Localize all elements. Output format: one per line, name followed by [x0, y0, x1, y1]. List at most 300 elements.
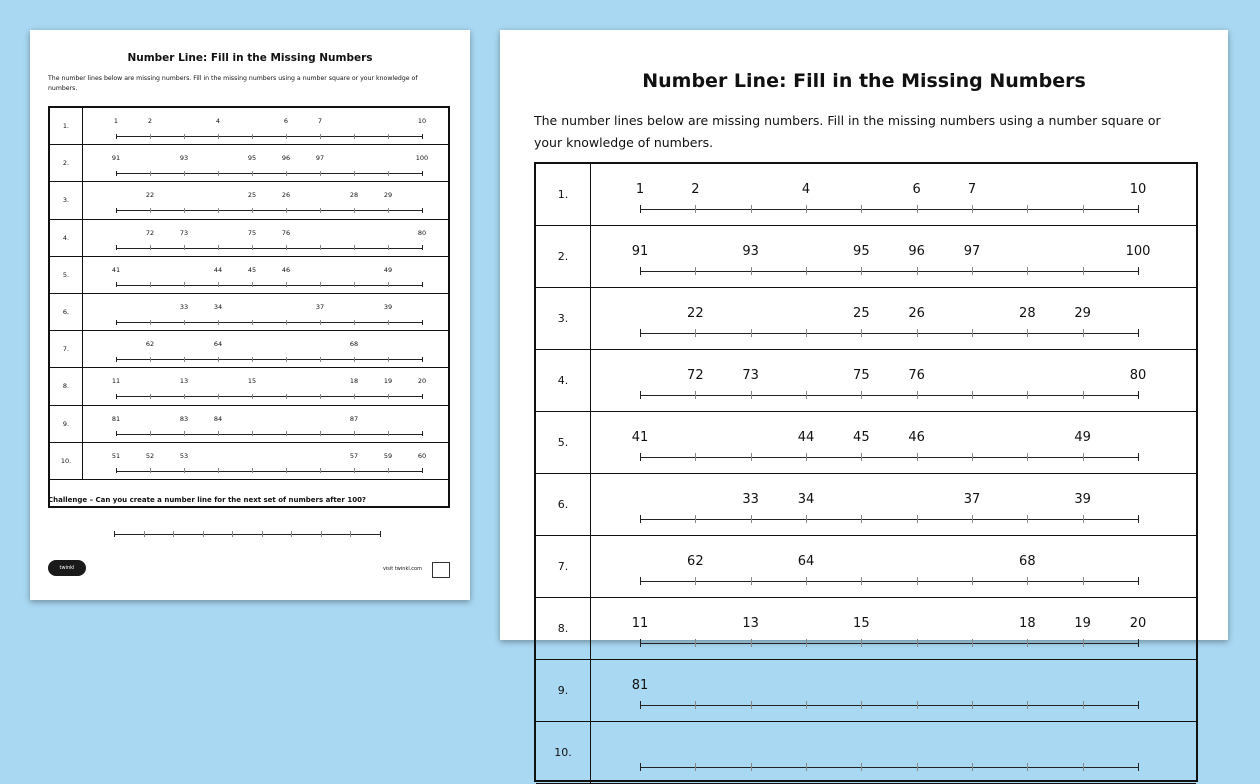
number-line-tick	[388, 171, 389, 176]
number-line-tick	[184, 208, 185, 213]
number-line-value: 76	[908, 368, 925, 383]
number-line	[82, 108, 448, 144]
number-line-value: 51	[111, 451, 121, 460]
number-line-tick	[972, 577, 973, 585]
number-line-axis	[640, 333, 1138, 334]
thumbnail-instructions: The number lines below are missing numbers. Fill in the missing numbers using a number square or your knowledge of numbers.	[48, 75, 418, 92]
page-title: Number Line: Fill in the Missing Numbers	[642, 70, 1086, 92]
number-line-tick	[354, 320, 355, 325]
number-line-tick	[320, 468, 321, 473]
row-label: 5.	[50, 257, 83, 293]
number-line	[82, 294, 448, 330]
number-line-tick	[806, 701, 807, 709]
number-line-tick	[320, 134, 321, 139]
number-line-value: 87	[349, 414, 359, 423]
challenge-tick	[321, 531, 322, 537]
number-line-value: 46	[908, 430, 925, 445]
number-line-table	[534, 162, 1198, 782]
number-line-tick	[320, 282, 321, 287]
number-line-tick	[218, 394, 219, 399]
number-line-tick	[972, 701, 973, 709]
row-label: 6.	[50, 294, 83, 330]
number-line-value: 84	[213, 414, 223, 423]
number-line-value: 34	[213, 303, 223, 311]
number-line-value: 28	[349, 191, 359, 200]
instructions-line-1: The number lines below are missing numbers. Fill in the missing numbers using a number square or	[534, 113, 1161, 128]
number-line-value: 64	[797, 554, 815, 569]
number-line-tick	[640, 391, 641, 399]
number-line	[590, 722, 1196, 783]
number-line-tick	[286, 431, 287, 436]
row-label: 6.	[536, 474, 591, 535]
number-line-value: 13	[742, 616, 759, 631]
number-line-value: 91	[631, 244, 649, 259]
thumbnail-title: Number Line: Fill in the Missing Numbers	[127, 52, 373, 64]
number-line-value: 53	[179, 451, 189, 460]
number-line-tick	[422, 357, 423, 362]
table-row	[50, 108, 448, 145]
number-line-tick	[917, 763, 918, 771]
number-line	[82, 220, 448, 256]
number-line-value: 93	[742, 244, 759, 259]
number-line-tick	[1138, 267, 1139, 275]
number-line-tick	[354, 171, 355, 176]
challenge-tick	[173, 531, 174, 537]
number-line-axis	[640, 519, 1138, 520]
challenge-tick	[291, 531, 292, 537]
number-line-value: 22	[145, 191, 155, 200]
table-row	[536, 412, 1196, 474]
number-line-tick	[286, 171, 287, 176]
number-line-axis	[640, 395, 1138, 396]
number-line-tick	[806, 391, 807, 399]
number-line-value: 75	[853, 368, 870, 383]
number-line-axis	[116, 471, 422, 472]
row-label: 2.	[50, 145, 83, 181]
number-line-tick	[972, 453, 973, 461]
number-line-tick	[116, 282, 117, 287]
number-line-tick	[1138, 515, 1139, 523]
number-line-tick	[150, 394, 151, 399]
number-line-tick	[354, 208, 355, 213]
number-line-value: 68	[1019, 554, 1036, 569]
row-label: 4.	[536, 350, 591, 411]
number-line	[590, 164, 1196, 225]
challenge-tick	[262, 531, 263, 537]
row-label: 7.	[50, 331, 83, 367]
number-line-tick	[861, 329, 862, 337]
number-line-value: 1	[635, 182, 645, 197]
table-row	[536, 288, 1196, 350]
number-line	[590, 226, 1196, 287]
row-label: 5.	[536, 412, 591, 473]
number-line-value: 49	[383, 265, 393, 274]
number-line-tick	[695, 515, 696, 523]
number-line-value: 15	[247, 377, 257, 386]
number-line-tick	[640, 329, 641, 337]
number-line-tick	[252, 208, 253, 213]
number-line	[590, 288, 1196, 349]
footer-text: visit twinkl.com	[382, 566, 422, 572]
number-line-tick	[1138, 391, 1139, 399]
table-row	[536, 226, 1196, 288]
number-line-tick	[1138, 577, 1139, 585]
instructions-text	[534, 110, 1214, 154]
number-line-tick	[388, 245, 389, 250]
number-line-tick	[184, 171, 185, 176]
number-line-value: 60	[417, 451, 427, 460]
number-line-tick	[354, 468, 355, 473]
number-line-value: 29	[383, 191, 393, 200]
number-line-value: 44	[213, 265, 223, 274]
number-line-value: 19	[1074, 616, 1091, 631]
number-line-value: 28	[1019, 306, 1036, 321]
table-row	[50, 443, 448, 480]
row-label: 8.	[536, 598, 591, 659]
number-line-tick	[388, 134, 389, 139]
number-line-tick	[184, 431, 185, 436]
number-line-tick	[320, 357, 321, 362]
number-line-tick	[422, 171, 423, 176]
number-line-tick	[422, 320, 423, 325]
number-line-tick	[320, 394, 321, 399]
number-line-tick	[917, 515, 918, 523]
table-row	[536, 722, 1196, 784]
number-line-tick	[861, 577, 862, 585]
number-line-tick	[388, 208, 389, 213]
number-line-tick	[286, 394, 287, 399]
number-line-tick	[751, 267, 752, 275]
number-line-tick	[1027, 701, 1028, 709]
thumbnail-number-line-table	[48, 106, 450, 508]
number-line-value: 29	[1074, 306, 1091, 321]
number-line-value: 11	[631, 616, 649, 631]
number-line-tick	[116, 320, 117, 325]
number-line-tick	[751, 577, 752, 585]
number-line-tick	[640, 639, 641, 647]
number-line-value: 76	[281, 228, 291, 237]
table-row	[50, 368, 448, 405]
number-line-value: 64	[213, 340, 223, 349]
number-line-value: 11	[111, 377, 121, 386]
number-line-value: 7	[317, 117, 323, 125]
number-line-value: 95	[247, 154, 257, 163]
number-line-tick	[286, 134, 287, 139]
number-line-tick	[218, 357, 219, 362]
row-label: 10.	[536, 722, 591, 783]
number-line-tick	[218, 282, 219, 287]
number-line	[590, 660, 1196, 721]
number-line-tick	[806, 267, 807, 275]
number-line-tick	[150, 171, 151, 176]
number-line-tick	[150, 245, 151, 250]
number-line-value: 20	[417, 377, 427, 386]
number-line-tick	[640, 205, 641, 213]
number-line-tick	[320, 320, 321, 325]
number-line-tick	[695, 701, 696, 709]
number-line-tick	[354, 431, 355, 436]
number-line-tick	[861, 701, 862, 709]
number-line-axis	[640, 705, 1138, 706]
number-line-value: 81	[111, 414, 121, 423]
number-line-tick	[150, 468, 151, 473]
number-line-tick	[640, 577, 641, 585]
number-line-tick	[806, 577, 807, 585]
table-row	[50, 220, 448, 257]
number-line	[82, 368, 448, 404]
number-line-tick	[286, 245, 287, 250]
number-line-tick	[806, 329, 807, 337]
number-line-axis	[116, 322, 422, 323]
table-row	[536, 474, 1196, 536]
number-line-tick	[354, 134, 355, 139]
number-line-value: 37	[315, 303, 325, 311]
number-line-axis	[116, 396, 422, 397]
number-line-tick	[252, 171, 253, 176]
number-line-value: 6	[912, 182, 921, 197]
number-line-tick	[354, 282, 355, 287]
number-line-tick	[354, 394, 355, 399]
number-line-tick	[972, 267, 973, 275]
number-line-axis	[116, 359, 422, 360]
table-row	[50, 257, 448, 294]
number-line-tick	[320, 431, 321, 436]
number-line-value: 22	[687, 306, 704, 321]
number-line-axis	[116, 285, 422, 286]
number-line-tick	[422, 282, 423, 287]
number-line-axis	[640, 581, 1138, 582]
number-line	[82, 443, 448, 479]
number-line-tick	[422, 208, 423, 213]
number-line-tick	[218, 208, 219, 213]
row-label: 2.	[536, 226, 591, 287]
number-line-value: 2	[691, 182, 700, 197]
number-line-tick	[640, 763, 641, 771]
number-line-tick	[1083, 453, 1084, 461]
number-line-value: 45	[853, 430, 870, 445]
number-line-tick	[116, 134, 117, 139]
table-row	[50, 294, 448, 331]
number-line	[82, 145, 448, 181]
number-line-value: 49	[1074, 430, 1091, 445]
number-line-tick	[695, 329, 696, 337]
number-line-value: 97	[963, 244, 981, 259]
number-line-value: 44	[797, 430, 815, 445]
number-line-tick	[806, 639, 807, 647]
number-line-tick	[640, 701, 641, 709]
number-line-tick	[751, 329, 752, 337]
number-line-value: 7	[967, 182, 977, 197]
number-line-tick	[806, 205, 807, 213]
number-line-tick	[422, 394, 423, 399]
number-line-tick	[695, 639, 696, 647]
number-line-tick	[1027, 329, 1028, 337]
number-line	[82, 406, 448, 442]
number-line-value: 62	[145, 340, 155, 349]
number-line-axis	[640, 457, 1138, 458]
number-line-value: 6	[283, 117, 289, 125]
number-line-tick	[252, 245, 253, 250]
number-line-value: 45	[247, 265, 257, 274]
number-line-axis	[640, 271, 1138, 272]
number-line-tick	[218, 320, 219, 325]
number-line-value: 96	[281, 154, 291, 163]
number-line-tick	[806, 515, 807, 523]
table-row	[50, 182, 448, 219]
number-line-tick	[1083, 329, 1084, 337]
table-row	[536, 164, 1196, 226]
row-label: 3.	[50, 182, 83, 218]
number-line-tick	[286, 282, 287, 287]
number-line-tick	[640, 515, 641, 523]
row-label: 1.	[536, 164, 591, 225]
number-line-value: 52	[145, 451, 155, 460]
number-line-tick	[116, 357, 117, 362]
number-line-tick	[1138, 763, 1139, 771]
row-label: 3.	[536, 288, 591, 349]
twinkl-logo: twinkl	[48, 560, 86, 576]
number-line	[590, 474, 1196, 535]
number-line-tick	[861, 391, 862, 399]
number-line-value: 20	[1129, 616, 1147, 631]
number-line-value: 73	[742, 368, 759, 383]
number-line-tick	[320, 208, 321, 213]
number-line-tick	[695, 453, 696, 461]
number-line-tick	[640, 267, 641, 275]
number-line-value: 13	[179, 377, 189, 386]
challenge-tick	[114, 531, 115, 537]
number-line-value: 39	[383, 303, 393, 311]
challenge-axis	[114, 534, 380, 535]
number-line-value: 4	[215, 117, 221, 125]
number-line-tick	[917, 329, 918, 337]
number-line-tick	[218, 134, 219, 139]
number-line-tick	[218, 431, 219, 436]
number-line-value: 72	[145, 228, 155, 237]
challenge-tick	[203, 531, 204, 537]
number-line-value: 59	[383, 451, 393, 460]
number-line-value: 10	[1129, 182, 1147, 197]
number-line-value: 57	[349, 451, 359, 460]
number-line-tick	[1083, 639, 1084, 647]
number-line-axis	[640, 643, 1138, 644]
number-line-value: 80	[1129, 368, 1147, 383]
number-line-tick	[252, 357, 253, 362]
number-line-tick	[751, 453, 752, 461]
number-line-tick	[150, 320, 151, 325]
number-line-value: 4	[801, 182, 811, 197]
number-line-tick	[1138, 701, 1139, 709]
number-line-tick	[695, 763, 696, 771]
number-line-value: 81	[631, 678, 649, 693]
table-row	[536, 536, 1196, 598]
number-line-tick	[1083, 763, 1084, 771]
number-line-tick	[751, 391, 752, 399]
number-line-axis	[640, 767, 1138, 768]
number-line-value: 75	[247, 228, 257, 237]
number-line-tick	[422, 245, 423, 250]
number-line-tick	[917, 639, 918, 647]
challenge-tick	[144, 531, 145, 537]
number-line	[590, 536, 1196, 597]
number-line-tick	[861, 515, 862, 523]
number-line-tick	[320, 245, 321, 250]
number-line-value: 100	[1125, 244, 1151, 259]
row-label: 4.	[50, 220, 83, 256]
challenge-tick	[350, 531, 351, 537]
number-line-tick	[150, 357, 151, 362]
number-line-value: 46	[281, 265, 291, 274]
number-line-tick	[751, 205, 752, 213]
number-line-value: 37	[963, 492, 981, 507]
number-line-tick	[1027, 391, 1028, 399]
number-line-tick	[422, 134, 423, 139]
number-line-axis	[640, 209, 1138, 210]
number-line-tick	[861, 639, 862, 647]
row-label: 9.	[536, 660, 591, 721]
number-line-tick	[917, 205, 918, 213]
instructions-line-2: your knowledge of numbers.	[534, 135, 714, 150]
number-line-tick	[184, 468, 185, 473]
number-line-tick	[1083, 515, 1084, 523]
number-line-tick	[184, 245, 185, 250]
number-line-tick	[354, 245, 355, 250]
number-line	[82, 331, 448, 367]
number-line-value: 2	[147, 117, 153, 125]
number-line-tick	[917, 267, 918, 275]
number-line-tick	[422, 468, 423, 473]
number-line-value: 19	[383, 377, 393, 386]
number-line-tick	[972, 515, 973, 523]
number-line-value: 26	[908, 306, 925, 321]
number-line	[590, 598, 1196, 659]
number-line-axis	[116, 434, 422, 435]
number-line-axis	[116, 210, 422, 211]
number-line-tick	[861, 763, 862, 771]
number-line-tick	[806, 763, 807, 771]
row-label: 7.	[536, 536, 591, 597]
number-line-tick	[1083, 577, 1084, 585]
number-line-value: 34	[797, 492, 815, 507]
number-line-tick	[1027, 763, 1028, 771]
number-line-tick	[695, 391, 696, 399]
worksheet-zoom	[500, 30, 1228, 759]
number-line-value: 18	[1019, 616, 1036, 631]
number-line-tick	[252, 394, 253, 399]
number-line-value: 100	[415, 154, 429, 163]
number-line-value: 39	[1074, 492, 1091, 507]
number-line-value: 62	[687, 554, 704, 569]
number-line	[82, 257, 448, 293]
number-line-value: 97	[315, 154, 325, 163]
number-line-tick	[252, 468, 253, 473]
number-line-tick	[388, 431, 389, 436]
number-line-tick	[972, 763, 973, 771]
number-line-value: 25	[247, 191, 257, 200]
number-line-tick	[972, 329, 973, 337]
table-row	[50, 331, 448, 368]
number-line-axis	[116, 248, 422, 249]
number-line-tick	[1083, 205, 1084, 213]
number-line-tick	[640, 453, 641, 461]
number-line-value: 41	[631, 430, 649, 445]
number-line-tick	[184, 320, 185, 325]
number-line-tick	[286, 357, 287, 362]
challenge-tick	[380, 531, 381, 537]
number-line-tick	[751, 763, 752, 771]
number-line-value: 18	[349, 377, 359, 386]
number-line-tick	[116, 394, 117, 399]
